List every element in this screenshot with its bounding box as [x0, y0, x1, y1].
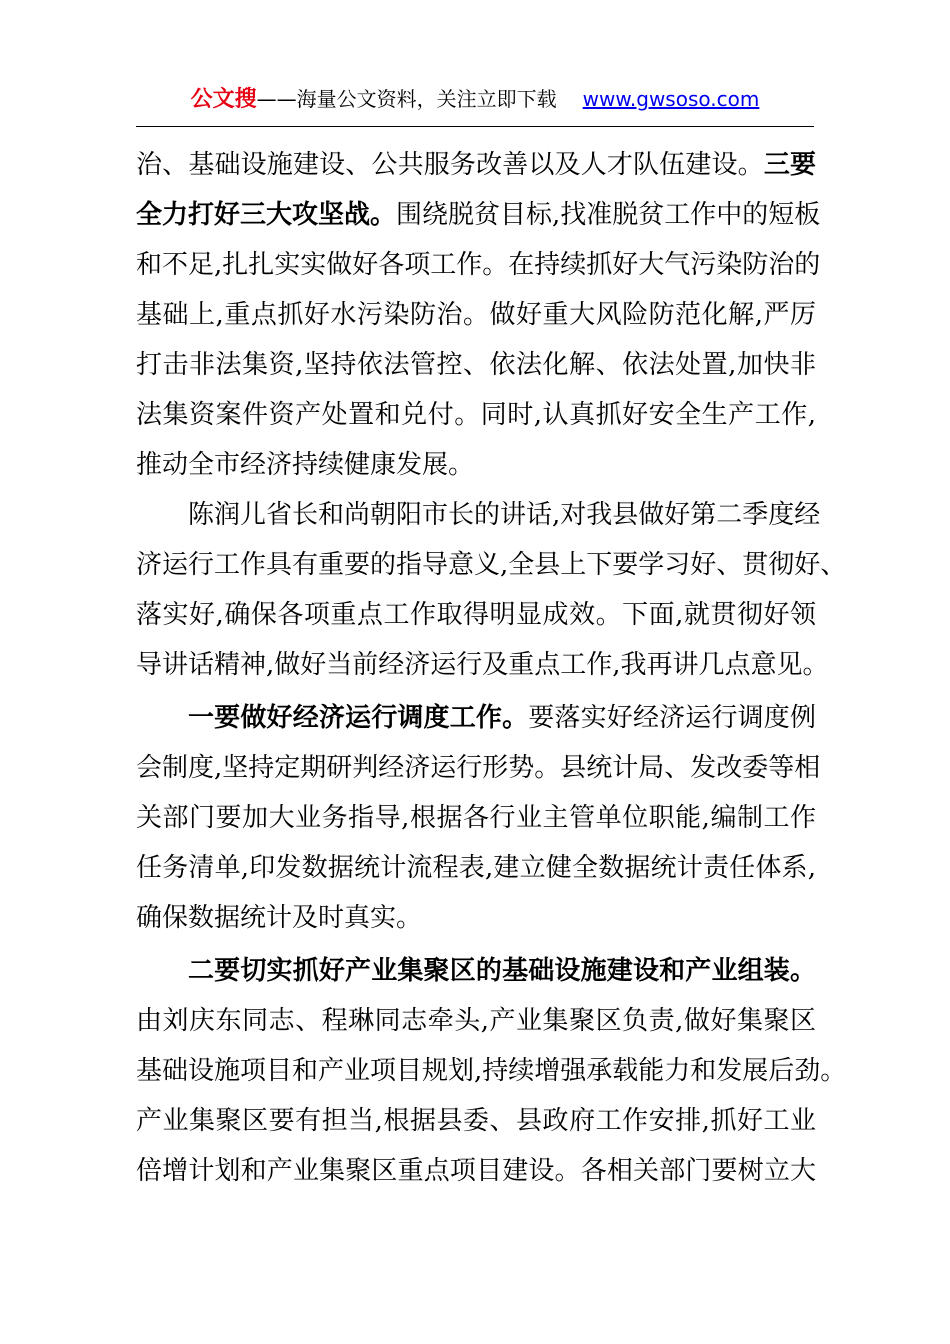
- bold-text-run: 一要做好经济运行调度工作。: [188, 703, 529, 733]
- text-line: 确保数据统计及时真实。: [136, 903, 423, 933]
- text-line: 基础上,重点抓好水污染防治。做好重大风险防范化解,严厉: [136, 300, 816, 330]
- text-line: [136, 946, 816, 996]
- paragraph-3: [136, 693, 821, 943]
- text-line: 关部门要加大业务指导,根据各行业主管单位职能,编制工作: [136, 803, 816, 833]
- website-link[interactable]: www.gwsoso.com: [582, 87, 760, 111]
- text-line: [136, 140, 816, 190]
- text-run: 要落实好经济运行调度例: [528, 703, 816, 733]
- header-slogan: ——海量公文资料，关注立即下载: [256, 87, 557, 111]
- text-line: 会制度,坚持定期研判经济运行形势。县统计局、发改委等相: [136, 753, 821, 783]
- text-line: 由刘庆东同志、程琳同志牵头,产业集聚区负责,做好集聚区: [136, 1006, 816, 1036]
- text-line: 任务清单,印发数据统计流程表,建立健全数据统计责任体系,: [136, 853, 816, 883]
- paragraph-4: [136, 946, 847, 1196]
- text-line: 倍增计划和产业集聚区重点项目建设。各相关部门要树立大: [136, 1156, 816, 1186]
- page-header: [136, 82, 814, 116]
- bold-text-run: 二要切实抓好产业集聚区的基础设施建设和产业组装。: [188, 956, 816, 986]
- paragraph-2: [136, 490, 847, 690]
- text-line: 法集资案件资产处置和兑付。同时,认真抓好安全生产工作,: [136, 400, 816, 430]
- text-line: 和不足,扎扎实实做好各项工作。在持续抓好大气污染防治的: [136, 250, 821, 280]
- text-run: 治、基础设施建设、公共服务改善以及人才队伍建设。: [136, 150, 764, 180]
- brand-logo-text: 公文搜: [190, 87, 257, 112]
- text-line: 推动全市经济持续健康发展。: [136, 450, 475, 480]
- text-line: [136, 190, 821, 240]
- bold-text-run: 三要: [763, 150, 816, 180]
- text-line: 产业集聚区要有担当,根据县委、县政府工作安排,抓好工业: [136, 1106, 816, 1136]
- document-body: [136, 140, 847, 1196]
- text-run: 围绕脱贫目标,找准脱贫工作中的短板: [396, 200, 821, 230]
- paragraph-1: [136, 140, 821, 490]
- text-line: 导讲话精神,做好当前经济运行及重点工作,我再讲几点意见。: [136, 650, 829, 680]
- text-line: [136, 693, 816, 743]
- text-line: 陈润儿省长和尚朝阳市长的讲话,对我县做好第二季度经: [188, 500, 821, 530]
- text-line: 济运行工作具有重要的指导意义,全县上下要学习好、贯彻好、: [136, 550, 847, 580]
- text-line: 打击非法集资,坚持依法管控、依法化解、依法处置,加快非: [136, 350, 816, 380]
- text-line: 落实好,确保各项重点工作取得明显成效。下面,就贯彻好领: [136, 600, 816, 630]
- bold-text-run: 全力打好三大攻坚战。: [136, 200, 397, 230]
- text-line: 基础设施项目和产业项目规划,持续增强承载能力和发展后劲。: [136, 1056, 847, 1086]
- header-divider: [136, 126, 814, 127]
